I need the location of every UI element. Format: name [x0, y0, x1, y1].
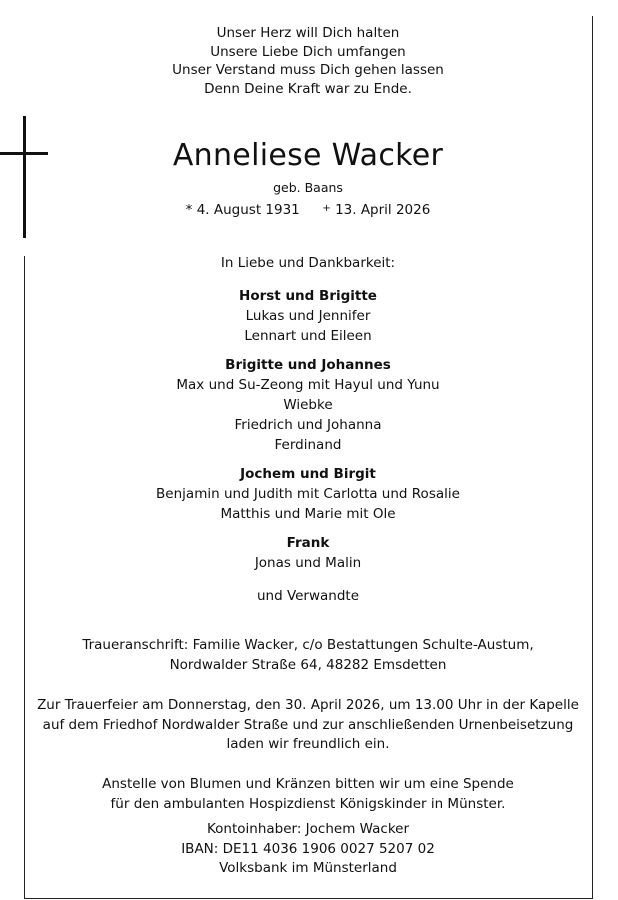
service-line: Zur Trauerfeier am Donnerstag, den 30. April 2026, um 13.00 Uhr in der Kapelle	[37, 697, 579, 713]
family-member: Wiebke	[283, 397, 333, 413]
intro-text: In Liebe und Dankbarkeit:	[220, 255, 396, 271]
relatives-text: und Verwandte	[256, 588, 360, 604]
verse-line: Unsere Liebe Dich umfangen	[210, 43, 406, 60]
mourning-address	[24, 636, 592, 675]
death-symbol: +	[322, 203, 331, 214]
account-line: Kontoinhaber: Jochem Wacker	[206, 821, 410, 837]
family-head: Frank	[286, 535, 330, 551]
family-member: Ferdinand	[274, 437, 342, 453]
family-member: Lennart und Eileen	[244, 328, 372, 344]
family-member: Lukas und Jennifer	[245, 308, 371, 324]
deceased-name: Anneliese Wacker	[172, 138, 444, 173]
family-head: Jochem und Birgit	[240, 466, 376, 482]
account-line: Volksbank im Münsterland	[219, 860, 397, 876]
donation-line: Anstelle von Blumen und Kränzen bitten wir um eine Spende	[102, 776, 514, 792]
funeral-service-info	[24, 696, 592, 755]
donation-request	[24, 775, 592, 814]
family-group	[24, 286, 592, 346]
verse-line: Unser Herz will Dich halten	[216, 25, 400, 41]
family-member: Benjamin und Judith mit Carlotta und Rosalie	[156, 486, 460, 502]
family-head: Brigitte und Johannes	[225, 357, 391, 373]
verse-line: Unser Verstand muss Dich gehen lassen	[172, 62, 444, 78]
address-line: Nordwalder Straße 64, 48282 Emsdetten	[169, 656, 447, 673]
birth-date: 4. August 1931	[196, 202, 300, 218]
service-line: laden wir freundlich ein.	[226, 736, 390, 752]
family-head: Horst und Brigitte	[239, 288, 377, 304]
donation-line: für den ambulanten Hospizdienst Königskinder in Münster.	[110, 795, 506, 812]
bank-account	[24, 820, 592, 879]
family-member: Friedrich und Johanna	[234, 417, 382, 433]
verse	[24, 24, 592, 98]
address-line: Traueranschrift: Familie Wacker, c/o Bestattungen Schulte-Austum,	[82, 637, 534, 653]
account-line: IBAN: DE11 4036 1906 0027 5207 02	[181, 840, 435, 857]
family-group	[24, 533, 592, 573]
family-group	[24, 464, 592, 524]
family-member: Jonas und Malin	[254, 555, 362, 571]
birth-symbol: *	[185, 202, 193, 218]
death-date: 13. April 2026	[335, 202, 431, 218]
life-dates	[24, 201, 592, 221]
family-group	[24, 355, 592, 455]
service-line: auf dem Friedhof Nordwalder Straße und zur anschließenden Urnenbeisetzung	[42, 716, 574, 733]
birth-name: geb. Baans	[273, 180, 343, 195]
verse-line: Denn Deine Kraft war zu Ende.	[204, 80, 412, 97]
family-member: Max und Su-Zeong mit Hayul und Yunu	[176, 377, 440, 393]
family-member: Matthis und Marie mit Ole	[220, 506, 396, 522]
family-list	[24, 286, 592, 582]
